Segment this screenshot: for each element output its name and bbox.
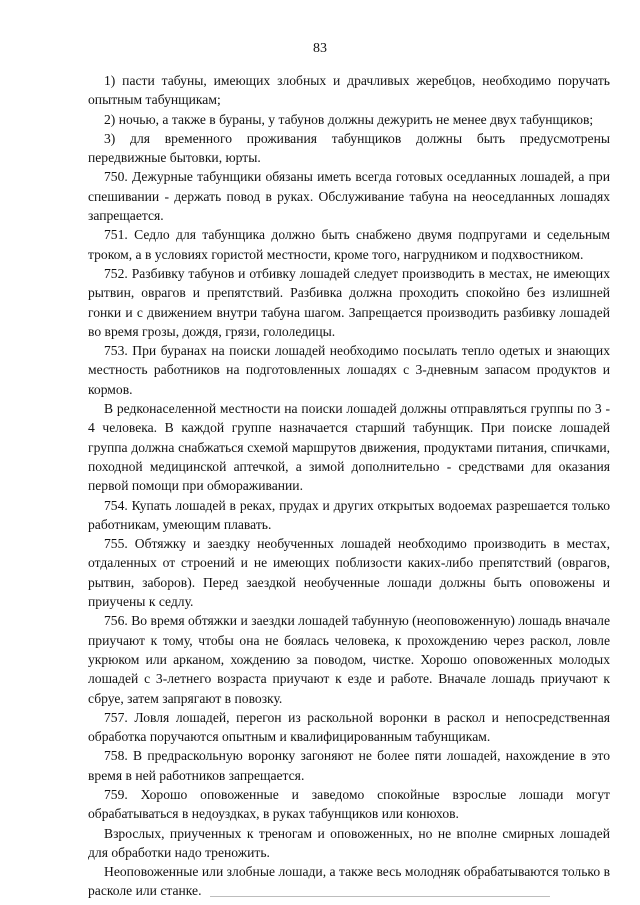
paragraph-item-2: 2) ночью, а также в бураны, у табунов должны дежурить не менее двух табунщиков; [104,111,594,127]
paragraph-759-young: Неоповоженные или злобные лошади, а также весь молодняк обрабатываются только в расколе или станке. [88,864,610,899]
paragraph-756: 756. Во время обтяжки и заездки лошадей табунную (неоповоженную) лошадь вначале приучают к тому, чтобы она не боялась человека, к прохождению через раскол, ловле укрюком или арканом, хождению за поводом, чистке. Хорошо оповоженных молодых лошадей с 3-летнего возраста приучают к езде и работе. Вначале лошадь приучают к сбруе, затем запрягают в повозку. [88,613,610,706]
document-body [88,71,610,901]
page-number: 83 [313,41,327,56]
paragraph-item-3: 3) для временного проживания табунщиков должны быть предусмотрены передвижные бытовки, юрты. [88,130,610,166]
paragraph-750: 750. Дежурные табунщики обязаны иметь всегда готовых оседланных лошадей, а при спешивании - держать повод в руках. Обслуживание табуна на неоседланных лошадях запрещается. [88,169,610,224]
paragraph-759: 759. Хорошо оповоженные и заведомо спокойные взрослые лошади могут обрабатываться в недоуздках, в руках табунщиков или конюхов. [88,786,610,822]
paragraph-753-continued: В редконаселенной местности на поиски лошадей должны отправляться группы по 3 - 4 человека. В каждой группе назначается старший табунщик. При поиске лошадей группа должна снабжаться схемой маршрутов движения, продуктами питания, спичками, походной медицинской аптечкой, а зимой дополнительно - средствами для оказания первой помощи при обмораживании. [88,401,610,494]
paragraph-752: 752. Разбивку табунов и отбивку лошадей следует производить в местах, не имеющих рытвин, оврагов и препятствий. Разбивка должна проходить спокойно без излишней гонки и с движением внутри табуна шагом. Запрещается производить разбивку лошадей во время грозы, дождя, грязи, гололедицы. [88,265,610,339]
scan-edge-line [210,896,550,897]
paragraph-754: 754. Купать лошадей в реках, прудах и других открытых водоемах разрешается только работникам, умеющим плавать. [88,497,610,532]
paragraph-757: 757. Ловля лошадей, перегон из раскольной воронки в раскол и непосредственная обработка поручаются опытным и квалифицированным табунщикам. [88,709,610,745]
paragraph-item-1: 1) пасти табуны, имеющих злобных и драчливых жеребцов, необходимо поручать опытным табунщикам; [88,73,610,108]
paragraph-753: 753. При буранах на поиски лошадей необходимо посылать тепло одетых и знающих местность работников на подготовленных лошадях с 3-дневным запасом продуктов и кормов. [88,343,610,397]
paragraph-759-adults: Взрослых, приученных к треногам и оповоженных, но не вполне смирных лошадей для обработки надо треножить. [88,825,610,860]
paragraph-758: 758. В предраскольную воронку загоняют не более пяти лошадей, нахождение в это время в ней работников запрещается. [88,748,610,783]
paragraph-751: 751. Седло для табунщика должно быть снабжено двумя подпругами и седельным троком, а в условиях гористой местности, кроме того, нагрудником и подхвостником. [88,227,610,262]
paragraph-755: 755. Обтяжку и заездку необученных лошадей необходимо производить в местах, отдаленных от строений и не имеющих поблизости каких-либо препятствий (оврагов, рытвин, заборов). Перед заездкой необученные лошади должны быть оповожены и приучены к седлу. [88,536,610,610]
